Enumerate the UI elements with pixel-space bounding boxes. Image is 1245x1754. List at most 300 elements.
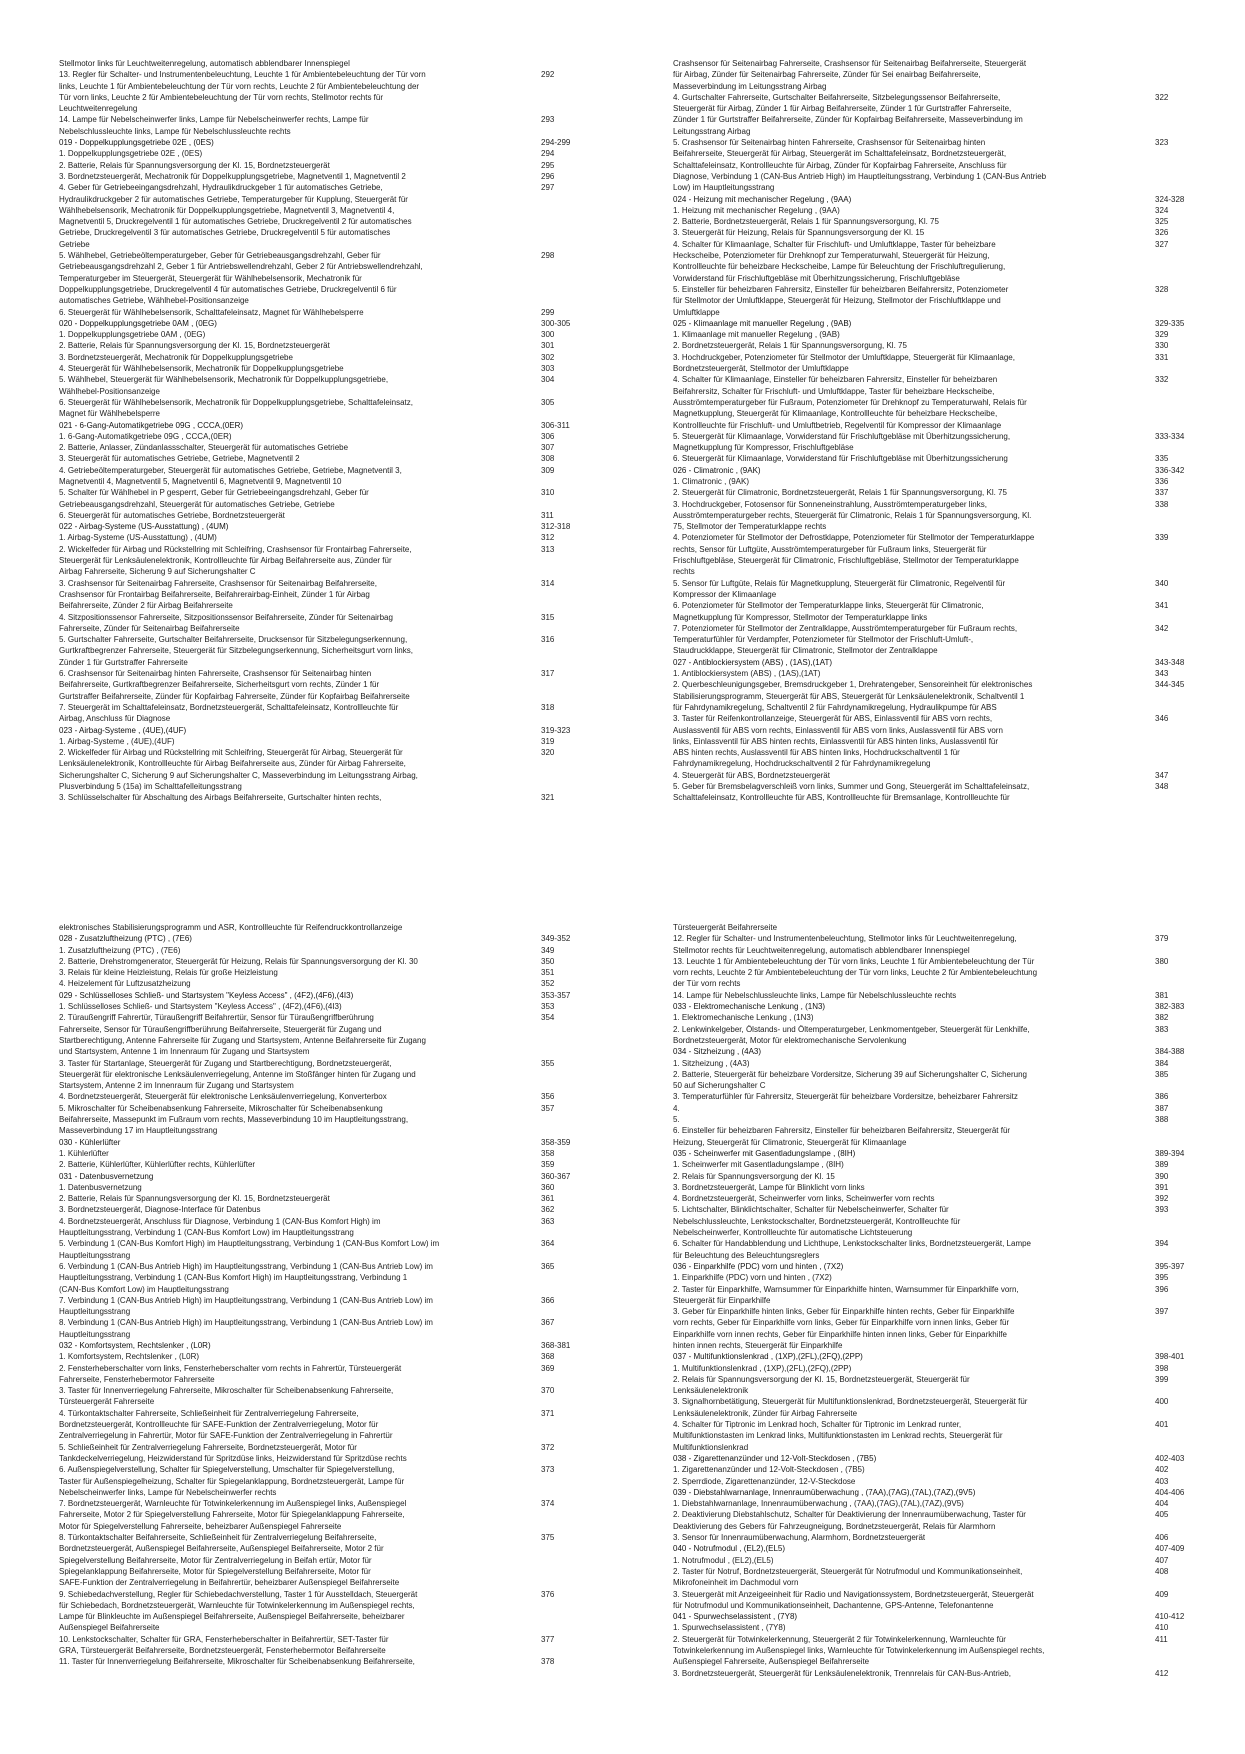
toc-entry-line [673, 499, 1181, 510]
toc-entry-text: 3. Taster für Innenverriegelung Fahrerseite, Mikroschalter für Scheibenabsenkung Fahrerseite, [59, 1386, 394, 1396]
toc-entry-text: Lenksäulenelektronik, Zünder für Airbag Fahrerseite [673, 1408, 858, 1418]
toc-entry-text: Hauptleitungsstrang [59, 1329, 131, 1339]
toc-entry-text: 1. 6-Gang-Automatikgetriebe 09G , CCCA,(0ER) [59, 431, 232, 441]
toc-page-number: 294 [541, 149, 555, 159]
toc-entry-line [673, 1024, 1181, 1035]
toc-entry-text: 2. Taster für Einparkhilfe, Warnsummer für Einparkhilfe hinten, Warnsummer für Einparkhilfe vorn, [673, 1284, 1019, 1294]
toc-entry-line [673, 420, 1181, 431]
toc-entry-text: 1. Climatronic , (9AK) [673, 476, 750, 486]
toc-entry-text: links, Einlassventil für ABS hinten rechts, Einlassventil für ABS hinten links, Auslassventil für [673, 736, 999, 746]
toc-entry-line [59, 1204, 567, 1215]
toc-entry-line [59, 566, 567, 577]
toc-page-number: 321 [541, 793, 555, 803]
toc-entry-line [59, 1634, 567, 1645]
toc-entry-text: Airbag, Anschluss für Diagnose [59, 714, 171, 724]
toc-page-number: 348 [1155, 782, 1169, 791]
toc-entry-text: 036 - Einparkhilfe (PDC) vorn und hinten , (7X2) [673, 1261, 844, 1271]
toc-entry-text: Tankdeckelverriegelung, Heizwiderstand für Spritzdüse links, Heizwiderstand für Spritzdüse rechts [59, 1453, 407, 1463]
toc-entry-text: 1. Schlüsselloses Schließ- und Startsystem "Keyless Access" , (4F2),(4F6),(4I3) [59, 1002, 342, 1012]
toc-page-number: 402-403 [1155, 1453, 1185, 1463]
toc-entry-line [673, 363, 1181, 374]
toc-entry-line [59, 978, 567, 989]
toc-entry-line [59, 612, 567, 623]
toc-entry-text: 3. Sensor für Innenraumüberwachung, Alarmhorn, Bordnetzsteuergerät [673, 1533, 926, 1543]
toc-entry-text: 1. Airbag-Systeme , (4UE),(4UF) [59, 736, 175, 746]
toc-entry-line [59, 1419, 567, 1430]
toc-entry-text: 6. Steuergerät für automatisches Getriebe, Bordnetzsteuergerät [59, 510, 285, 520]
toc-entry-line [673, 1600, 1181, 1611]
toc-entry-line [673, 374, 1181, 385]
toc-entry-text: Temperaturgeber im Steuergerät, Steuergerät für Wählhebelsensorik, Mechatronik für [59, 273, 362, 283]
toc-page-number: 407 [1155, 1555, 1169, 1565]
toc-page-number: 370 [541, 1386, 555, 1396]
toc-entry-line [59, 1408, 567, 1419]
toc-entry-line [673, 182, 1181, 193]
toc-entry-line [59, 1193, 567, 1204]
toc-entry-text: 2. Relais für Spannungsversorgung der Kl. 15 [673, 1171, 835, 1181]
toc-page-number: 382 [1155, 1013, 1169, 1023]
toc-entry-line [59, 1611, 567, 1622]
toc-entry-line [59, 261, 567, 272]
toc-entry-text: Schalttafeleinsatz, Kontrollleuchte für Airbag, Zünder für Kopfairbag Fahrerseite, Anschluss für [673, 160, 1007, 170]
toc-entry-text: 3. Relais für kleine Heizleistung, Relais für große Heizleistung [59, 968, 278, 978]
toc-entry-line [59, 465, 567, 476]
toc-entry-line [59, 1238, 567, 1249]
toc-entry-line [673, 1295, 1181, 1306]
toc-entry-line [59, 1272, 567, 1283]
toc-entry-text: 13. Leuchte 1 für Ambientebeleuchtung der Tür vorn links, Leuchte 1 für Ambientebeleuchtung der Tür [673, 956, 1035, 966]
toc-page-number: 403 [1155, 1476, 1169, 1486]
toc-entry-line [59, 956, 567, 967]
toc-entry-text: 6. Crashsensor für Seitenairbag hinten Fahrerseite, Crashsensor für Seitenairbag hinten [59, 669, 372, 679]
toc-entry-text: 10. Lenkstockschalter, Schalter für GRA, Fensterheberschalter in Beifahrertür, SET-Taster für [59, 1634, 389, 1644]
toc-page-number: 312-318 [541, 522, 571, 532]
toc-entry-line [673, 1238, 1181, 1249]
toc-section-heading [59, 933, 571, 944]
toc-entry-line [59, 1159, 567, 1170]
toc-entry-text: 8. Türkontaktschalter Beifahrerseite, Schließeinheit für Zentralverriegelung Beifahrerseite, [59, 1533, 377, 1543]
toc-entry-line [673, 103, 1181, 114]
toc-entry-line [673, 386, 1181, 397]
toc-entry-text: Magnetventil 4, Magnetventil 5, Magnetventil 6, Magnetventil 9, Magnetventil 10 [59, 476, 342, 486]
toc-entry-text: 022 - Airbag-Systeme (US-Ausstattung) , (4UM) [59, 522, 229, 532]
toc-entry-line [59, 442, 567, 453]
toc-page-number: 339 [1155, 533, 1169, 543]
toc-entry-text: Ausströmtemperaturgeber für Fußraum, Potenziometer für Drehknopf zu Temperaturwahl, Relais für [673, 397, 1027, 407]
toc-entry-line [673, 758, 1181, 769]
toc-entry-text: Wählhebel-Positionsanzeige [59, 386, 160, 396]
toc-entry-text: Kompressor der Klimaanlage [673, 589, 777, 599]
toc-entry-text: 2. Wickelfeder für Airbag und Rückstellring mit Schleifring, Steuergerät für Airbag, Steuergerät für [59, 748, 403, 758]
toc-section-heading [673, 1001, 1185, 1012]
toc-entry-line [59, 1317, 567, 1328]
toc-entry-line [59, 227, 567, 238]
toc-page-number: 300-305 [541, 318, 571, 328]
toc-entry-line [59, 1645, 567, 1656]
toc-entry-text: 11. Taster für Innenverriegelung Beifahrerseite, Mikroschalter für Scheibenabsenkung Beifahrerseite, [59, 1657, 415, 1667]
toc-page-number: 353-357 [541, 990, 571, 1000]
toc-entry-text: Fahrerseite, Sensor für Türaußengriffberührung Beifahrerseite, Steuergerät für Zugang und [59, 1024, 382, 1034]
toc-entry-text: 035 - Scheinwerfer mit Gasentladungslampe , (8IH) [673, 1148, 856, 1158]
toc-entry-line [59, 1600, 567, 1611]
toc-entry-text: 7. Potenziometer für Stellmotor der Zentralklappe, Ausströmtemperaturgeber für Fußraum rechts, [673, 623, 1018, 633]
toc-entry-line [673, 1419, 1181, 1430]
toc-page-number: 305 [541, 397, 555, 407]
toc-page-number: 379 [1155, 934, 1169, 944]
toc-entry-text: 038 - Zigarettenanzünder und 12-Volt-Steckdosen , (7B5) [673, 1453, 877, 1463]
toc-entry-line [59, 1103, 567, 1114]
toc-entry-text: Einparkhilfe vorn innen rechts, Geber für Einparkhilfe hinten innen links, Geber für Einparkhilfe [673, 1329, 1007, 1339]
toc-page-number: 294-299 [541, 138, 571, 148]
toc-entry-line [673, 589, 1181, 600]
toc-page-number: 338 [1155, 499, 1169, 509]
toc-page-number: 327 [1155, 239, 1169, 249]
toc-page-number: 399 [1155, 1374, 1169, 1384]
toc-page-number: 389 [1155, 1160, 1169, 1170]
toc-entry-text: Türsteuergerät Beifahrerseite [673, 923, 778, 932]
toc-page-number: 317 [541, 669, 555, 679]
toc-page-number: 397 [1155, 1307, 1169, 1317]
toc-entry-line [673, 1091, 1181, 1102]
toc-entry-line [59, 1487, 567, 1498]
toc-entry-line [59, 781, 567, 792]
toc-entry-line [673, 967, 1181, 978]
toc-entry-text: Lampe für Blinkleuchte im Außenspiegel Beifahrerseite, Außenspiegel Beifahrerseite, beheizbarer [59, 1612, 405, 1622]
toc-entry-line [673, 566, 1181, 577]
toc-entry-line [673, 990, 1181, 1001]
toc-page-number: 382-383 [1155, 1002, 1185, 1012]
toc-entry-line [673, 956, 1181, 967]
toc-entry-text: 3. Schlüsselschalter für Abschaltung des Airbags Beifahrerseite, Gurtschalter hinten rechts, [59, 793, 382, 803]
toc-entry-text: 4. [673, 1103, 680, 1113]
toc-entry-line [59, 1091, 567, 1102]
toc-entry-text: Leuchtweitenregelung [59, 104, 138, 114]
toc-entry-text: 4. Bordnetzsteuergerät, Anschluss für Diagnose, Verbindung 1 (CAN-Bus Komfort High) im [59, 1216, 381, 1226]
toc-entry-line [673, 1408, 1181, 1419]
toc-entry-line [673, 521, 1181, 532]
toc-entry-line [59, 126, 567, 137]
toc-page-number: 296 [541, 171, 555, 181]
toc-page-number: 376 [541, 1589, 555, 1599]
toc-page-number: 395-397 [1155, 1261, 1185, 1271]
toc-entry-text: 5. Geber für Bremsbelagverschleiß vorn links, Summer und Gong, Steuergerät im Schalttafeleinsatz, [673, 782, 1030, 791]
toc-entry-text: 5. Steuergerät für Klimaanlage, Vorwiderstand für Frischluftgebläse mit Überhitzungssicherung, [673, 431, 1011, 441]
toc-entry-text: 1. Antiblockiersystem (ABS) , (1AS),(1AT) [673, 669, 821, 679]
toc-entry-line [673, 239, 1181, 250]
toc-entry-text: Nebelscheinwerfer, Kontrollleuchte für automatische Lichtsteuerung [673, 1228, 913, 1238]
toc-page-number: 398 [1155, 1363, 1169, 1373]
toc-entry-text: Hauptleitungsstrang, Verbindung 1 (CAN-Bus Komfort High) im Hauptleitungsstrang, Verbindung 1 [59, 1273, 408, 1283]
toc-entry-text: 9. Schiebedachverstellung, Regler für Schiebedachverstellung, Taster 1 für Ausstelldach, Steuergerät [59, 1589, 418, 1599]
toc-entry-text: Getriebeausgangsdrehzahl, Steuergerät für automatisches Getriebe, Getriebe [59, 499, 335, 509]
toc-entry-text: 5. [673, 1115, 680, 1125]
toc-page-number: 400 [1155, 1397, 1169, 1407]
toc-entry-text: für Stellmotor der Umluftklappe, Steuergerät für Heizung, Stellmotor der Frischluftklappe und [673, 296, 1001, 306]
toc-entry-line [59, 205, 567, 216]
toc-entry-line [673, 1058, 1181, 1069]
toc-entry-text: 5. Lichtschalter, Blinklichtschalter, Schalter für Nebelscheinwerfer, Schalter für [673, 1205, 949, 1215]
toc-entry-text: 029 - Schlüsselloses Schließ- und Startsystem "Keyless Access" , (4F2),(4F6),(4I3) [59, 990, 354, 1000]
toc-entry-line [59, 600, 567, 611]
toc-entry-text: Beifahrersitz, Schalter für Frischluft- und Umluftklappe, Taster für beheizbare Heckscheibe, [673, 386, 995, 396]
toc-entry-text: 3. Bordnetzsteuergerät, Diagnose-Interface für Datenbus [59, 1205, 261, 1215]
toc-entry-text: 13. Regler für Schalter- und Instrumentenbeleuchtung, Leuchte 1 für Ambientebeleuchtung der Tür vorn [59, 70, 426, 80]
toc-page-number: 352 [541, 979, 555, 989]
toc-entry-text: 4. Geber für Getriebeeingangsdrehzahl, Hydraulikdruckgeber 1 für automatisches Getriebe, [59, 183, 383, 193]
toc-entry-line [59, 555, 567, 566]
toc-entry-line [673, 1317, 1181, 1328]
toc-entry-text: Bordnetzsteuergerät, Motor für elektromechanische Servolenkung [673, 1035, 907, 1045]
toc-page-number: 396 [1155, 1284, 1169, 1294]
toc-entry-text: Multifunktionslenkrad [673, 1442, 749, 1452]
toc-page-number: 366 [541, 1295, 555, 1305]
toc-page-number: 318 [541, 702, 555, 712]
toc-entry-line [59, 476, 567, 487]
toc-entry-line [673, 945, 1181, 956]
toc-page-number: 369 [541, 1363, 555, 1373]
toc-entry-text: rechts, Sensor für Luftgüte, Ausströmtemperaturgeber für Fußraum links, Steuergerät für [673, 544, 987, 554]
toc-entry-text: Zünder 1 für Gurtstraffer Beifahrerseite, Zünder für Kopfairbag Beifahrerseite, Masseverbindung im [673, 115, 1023, 125]
toc-entry-line [59, 1532, 567, 1543]
toc-page-number: 329 [1155, 330, 1169, 340]
toc-entry-line [59, 1306, 567, 1317]
toc-entry-line [673, 92, 1181, 103]
toc-entry-text: 5. Wählhebel, Steuergerät für Wählhebelsensorik, Mechatronik für Doppelkupplungsgetriebe, [59, 375, 389, 385]
toc-entry-line [673, 126, 1181, 137]
toc-page-number: 301 [541, 341, 555, 351]
toc-entry-line [673, 1566, 1181, 1577]
toc-entry-line [59, 1464, 567, 1475]
toc-entry-text: links, Leuchte 1 für Ambientebeleuchtung der Tür vorn rechts, Leuchte 2 für Ambientebeleuchtung der [59, 81, 420, 91]
toc-page-number: 349-352 [541, 934, 571, 944]
toc-entry-text: Auslassventil für ABS vorn rechts, Einlassventil für ABS vorn links, Auslassventil für ABS vorn [673, 725, 1003, 735]
toc-page-number: 351 [541, 968, 555, 978]
toc-page-number: 292 [541, 70, 555, 80]
toc-entry-line [673, 1125, 1181, 1136]
toc-entry-text: 4. Heizelement für Luftzusatzheizung [59, 979, 191, 989]
toc-entry-text: hinten innen rechts, Steuergerät für Einparkhilfe [673, 1340, 843, 1350]
toc-entry-line [59, 758, 567, 769]
toc-entry-line [59, 1374, 567, 1385]
toc-entry-text: 50 auf Sicherungshalter C [673, 1081, 766, 1091]
toc-entry-line [673, 1634, 1181, 1645]
toc-entry-line [59, 1261, 567, 1272]
toc-entry-line [59, 408, 567, 419]
toc-page-number: 408 [1155, 1566, 1169, 1576]
toc-section-heading [59, 137, 571, 148]
toc-entry-line [59, 1577, 567, 1588]
toc-entry-line [59, 1035, 567, 1046]
toc-entry-line [673, 216, 1181, 227]
toc-entry-text: 021 - 6-Gang-Automatikgetriebe 09G , CCCA,(0ER) [59, 420, 244, 430]
toc-entry-text: 5. Wählhebel, Getriebeöltemperaturgeber, Geber für Getriebeausgangsdrehzahl, Geber für [59, 251, 381, 261]
toc-entry-line [59, 1566, 567, 1577]
toc-page-number: 386 [1155, 1092, 1169, 1102]
toc-entry-line [59, 216, 567, 227]
toc-entry-text: 032 - Komfortsystem, Rechtslenker , (L0R) [59, 1340, 211, 1350]
toc-entry-text: Airbag Fahrerseite, Sicherung 9 auf Sicherungshalter C [59, 567, 256, 577]
toc-entry-line [673, 1555, 1181, 1566]
toc-entry-text: 1. Klimaanlage mit manueller Regelung , (9AB) [673, 330, 840, 340]
toc-entry-text: 039 - Diebstahlwarnanlage, Innenraumüberwachung , (7AA),(7AG),(7AL),(7AZ),(9V5) [673, 1487, 976, 1497]
toc-entry-line [59, 1622, 567, 1633]
toc-entry-line [59, 453, 567, 464]
toc-page-number: 407-409 [1155, 1544, 1185, 1554]
toc-entry-text: 14. Lampe für Nebelschlussleuchte links, Lampe für Nebelschlussleuchte rechts [673, 990, 957, 1000]
toc-entry-text: 3. Hochdruckgeber, Fotosensor für Sonneneinstrahlung, Ausströmtemperaturgeber links, [673, 499, 987, 509]
toc-section-heading [59, 725, 571, 736]
toc-entry-line [673, 623, 1181, 634]
toc-section-heading [59, 420, 570, 431]
toc-entry-line [59, 1046, 567, 1057]
toc-entry-text: 1. Sitzheizung , (4A3) [673, 1058, 750, 1068]
toc-entry-line [59, 1521, 567, 1532]
toc-entry-line [59, 792, 567, 803]
toc-entry-text: Hauptleitungsstrang [59, 1307, 131, 1317]
toc-entry-line [673, 1204, 1181, 1215]
toc-entry-line [59, 623, 567, 634]
toc-entry-text: 3. Bordnetzsteuergerät, Mechatronik für Doppelkupplungsgetriebe, Magnetventil 1, Magnetventil 2 [59, 171, 406, 181]
toc-entry-text: Startsystem, Antenne 2 im Innenraum für Zugang und Startsystem [59, 1081, 294, 1091]
toc-entry-line [673, 634, 1181, 645]
toc-entry-text: 7. Steuergerät im Schalttafeleinsatz, Bordnetzsteuergerät, Schalttafeleinsatz, Kontrollleuchte für [59, 702, 399, 712]
toc-entry-line [673, 1385, 1181, 1396]
toc-entry-line [59, 1442, 567, 1453]
toc-entry-line [59, 487, 567, 498]
toc-entry-text: Bordnetzsteuergerät, Stellmotor der Umluftklappe [673, 364, 849, 374]
toc-entry-text: 5. Crashsensor für Seitenairbag hinten Fahrerseite, Crashsensor für Seitenairbag hinten [673, 138, 986, 148]
toc-entry-text: und Startsystem, Antenne 1 im Innenraum für Zugang und Startsystem [59, 1047, 310, 1057]
toc-entry-text: 2. Batterie, Anlasser, Zündanlassschalter, Steuergerät für automatisches Getriebe [59, 443, 349, 453]
toc-entry-text: 040 - Notrufmodul , (EL2),(EL5) [673, 1544, 786, 1554]
toc-entry-line [673, 1114, 1181, 1125]
toc-entry-text: 5. Schließeinheit für Zentralverriegelung Fahrerseite, Bordnetzsteuergerät, Motor für [59, 1442, 357, 1452]
toc-entry-line [673, 1272, 1181, 1283]
toc-entry-line [673, 600, 1181, 611]
toc-entry-text: 5. Gurtschalter Fahrerseite, Gurtschalter Beifahrerseite, Drucksensor für Sitzbelegungserkennung, [59, 635, 408, 645]
toc-entry-line [673, 442, 1181, 453]
toc-page-number: 324 [1155, 205, 1169, 215]
toc-section-heading [673, 1543, 1185, 1554]
toc-section-heading [59, 521, 571, 532]
toc-page-number: 375 [541, 1533, 555, 1543]
toc-entry-text: 028 - Zusatzluftheizung (PTC) , (7E6) [59, 934, 192, 944]
toc-page-number: 315 [541, 612, 555, 622]
toc-entry-text: 12. Regler für Schalter- und Instrumentenbeleuchtung, Stellmotor links für Leuchtweitenregelung, [673, 934, 1017, 944]
toc-entry-line [59, 1227, 567, 1238]
toc-entry-text: Außenspiegel Fahrerseite, Außenspiegel Beifahrerseite [673, 1657, 870, 1667]
toc-entry-text: 019 - Doppelkupplungsgetriebe 02E , (0ES) [59, 138, 214, 148]
toc-entry-text: Temperaturfühler für Verdampfer, Potenziometer für Stellmotor der Frischluft-Umluft-, [673, 635, 974, 645]
toc-entry-line [673, 273, 1181, 284]
toc-entry-text: SAFE-Funktion der Zentralverriegelung in Beifahrertür, beheizbarer Außenspiegel Beifahrerseite [59, 1578, 400, 1588]
toc-entry-text: Heckscheibe, Potenziometer für Drehknopf zur Temperaturwahl, Steuergerät für Heizung, [673, 251, 990, 261]
toc-entry-line [59, 634, 567, 645]
toc-entry-line [673, 1430, 1181, 1441]
toc-entry-line [673, 340, 1181, 351]
toc-entry-text: Low) im Hauptleitungsstrang [673, 183, 775, 193]
toc-entry-text: ABS hinten rechts, Auslassventil für ABS hinten links, Hochdruckschaltventil 1 für [673, 748, 960, 758]
toc-entry-text: 2. Batterie, Steuergerät für beheizbare Vordersitze, Sicherung 39 auf Sicherungshalter C, Sicherung [673, 1069, 1027, 1079]
toc-entry-line [673, 69, 1181, 80]
toc-entry-text: 6. Potenziometer für Stellmotor der Temperaturklappe links, Steuergerät für Climatronic, [673, 601, 984, 611]
toc-entry-text: 4. Steuergerät für ABS, Bordnetzsteuergerät [673, 770, 830, 780]
toc-entry-line [673, 284, 1181, 295]
toc-entry-line [59, 1182, 567, 1193]
toc-page-number: 341 [1155, 601, 1169, 611]
toc-entry-line [673, 1656, 1181, 1667]
toc-entry-text: 5. Sensor für Luftgüte, Relais für Magnetkupplung, Steuergerät für Climatronic, Regelventil für [673, 578, 1006, 588]
toc-page-number: 393 [1155, 1205, 1169, 1215]
toc-entry-line [59, 532, 567, 543]
toc-entry-text: 3. Taster für Reifenkontrollanzeige, Steuergerät für ABS, Einlassventil für ABS vorn rechts, [673, 714, 993, 724]
toc-page-number: 395 [1155, 1273, 1169, 1283]
toc-entry-text: Fahrerseite, Fensterhebermotor Fahrerseite [59, 1374, 215, 1384]
toc-page-number: 365 [541, 1261, 555, 1271]
toc-entry-line [59, 307, 567, 318]
toc-entry-text: 2. Batterie, Bordnetzsteuergerät, Relais 1 für Spannungsversorgung, Kl. 75 [673, 217, 939, 227]
toc-entry-text: 3. Steuergerät mit Anzeigeeinheit für Radio und Navigationssystem, Bordnetzsteuergerät, Steuergerät [673, 1589, 1034, 1599]
toc-entry-text: Magnetkupplung für Kompressor, Frischluftgebläse [673, 443, 854, 453]
toc-entry-line [673, 532, 1181, 543]
toc-entry-line [673, 933, 1181, 944]
toc-section-heading [673, 1351, 1185, 1362]
toc-page-number: 360-367 [541, 1171, 571, 1181]
toc-entry-line [673, 476, 1181, 487]
toc-page-number: 367 [541, 1318, 555, 1328]
toc-page-number: 298 [541, 251, 555, 261]
toc-entry-line [59, 114, 567, 125]
toc-entry-line [673, 1137, 1181, 1148]
toc-entry-text: für Fahrdynamikregelung, Schaltventil 2 für Fahrdynamikregelung, Hydraulikpumpe für ABS [673, 702, 997, 712]
toc-page-number: 350 [541, 956, 555, 966]
toc-section-heading [59, 1137, 571, 1148]
toc-page-number: 411 [1155, 1634, 1168, 1644]
toc-entry-line [59, 578, 567, 589]
toc-entry-line [59, 160, 567, 171]
toc-page-number: 295 [541, 160, 555, 170]
toc-entry-text: 8. Verbindung 1 (CAN-Bus Antrieb High) im Hauptleitungsstrang, Verbindung 1 (CAN-Bus Antrieb Low) im [59, 1318, 433, 1328]
toc-entry-text: 037 - Multifunktionslenkrad , (1XP),(2FL),(2FQ),(2PP) [673, 1352, 863, 1362]
toc-entry-text: Leitungsstrang Airbag [673, 126, 751, 136]
toc-entry-line [673, 725, 1181, 736]
toc-entry-text: 1. Airbag-Systeme (US-Ausstattung) , (4UM) [59, 533, 217, 543]
toc-entry-line [59, 92, 567, 103]
toc-entry-line [59, 1589, 567, 1600]
toc-entry-line [59, 702, 567, 713]
toc-entry-text: 4. Schalter für Tiptronic im Lenkrad hoch, Schalter für Tiptronic im Lenkrad runter, [673, 1420, 962, 1430]
toc-entry-text: 14. Lampe für Nebelscheinwerfer links, Lampe für Nebelscheinwerfer rechts, Lampe für [59, 115, 369, 125]
toc-entry-line [59, 1295, 567, 1306]
toc-entry-line [59, 1001, 567, 1012]
toc-page-number: 378 [541, 1657, 555, 1667]
toc-page-number: 329-335 [1155, 318, 1185, 328]
toc-entry-line [59, 691, 567, 702]
toc-page-number: 320 [541, 748, 555, 758]
toc-entry-text: Sicherungshalter C, Sicherung 9 auf Sicherungshalter C, Masseverbindung im Leitungsstrang Airbag, [59, 770, 418, 780]
toc-entry-text: 2. Wickelfeder für Airbag und Rückstellring mit Schleifring, Crashsensor für Frontairbag Fahrerseite, [59, 544, 412, 554]
toc-entry-text: 3. Crashsensor für Seitenairbag Fahrerseite, Crashsensor für Seitenairbag Beifahrerseite, [59, 578, 377, 588]
toc-entry-line [673, 578, 1181, 589]
toc-section-heading [673, 194, 1185, 205]
toc-page-number: 293 [541, 115, 555, 125]
toc-page-number: 335 [1155, 454, 1169, 464]
toc-page-number: 388 [1155, 1115, 1169, 1125]
toc-page-number: 357 [541, 1103, 555, 1113]
toc-page-number: 406 [1155, 1533, 1169, 1543]
toc-entry-text: (CAN-Bus Komfort Low) im Hauptleitungsstrang [59, 1284, 229, 1294]
toc-entry-text: 3. Bordnetzsteuergerät, Lampe für Blinklicht vorn links [673, 1182, 865, 1192]
